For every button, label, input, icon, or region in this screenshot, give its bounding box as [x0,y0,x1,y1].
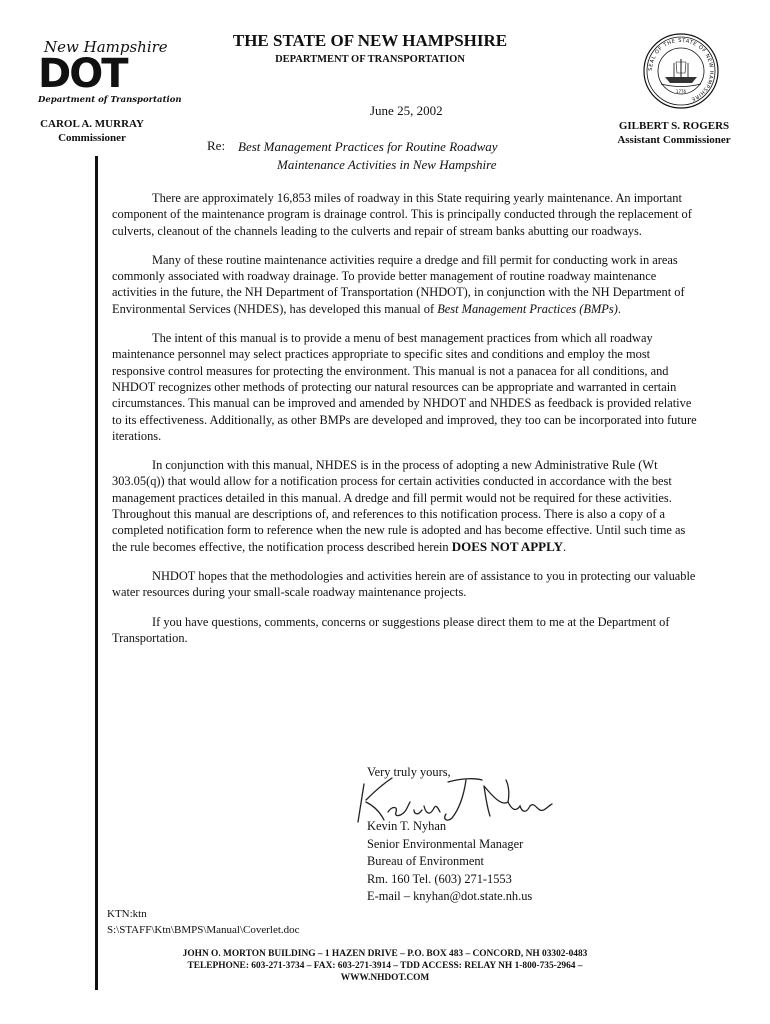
commissioner-title: Commissioner [58,132,126,144]
does-not-apply-text: DOES NOT APPLY [451,538,563,554]
reference-block [107,906,300,938]
commissioner-block [22,117,162,145]
signer-room-phone: Rm. 160 Tel. (603) 271-1553 [367,871,512,886]
paragraph-3: The intent of this manual is to provide a menu of best management practices from which all roadway maintenance personnel may select practices appropriate to specific sites and conditions and employ the most responsive control measures for protecting the environment. This manual is not a panacea for all conditions, and NHDOT recognizes other methods of protecting our natural resources can be appropriate and warranted in certain circumstances. This manual can be improved and amended by NHDOT and NHDES as feedback is provided relative to its effectiveness. Additionally, as other BMPs are developed and improved, they too can be incorporated into future iterations. [112,331,697,443]
closing: Very truly yours, [367,765,451,779]
state-seal-icon [643,33,719,109]
seal-year: 1776 [675,89,687,94]
letter-date: June 25, 2002 [370,103,443,118]
letter-body [112,190,700,659]
paragraph-4: In conjunction with this manual, NHDES is in the process of adopting a new Administrative Rule (Wt 303.05(q)) that would allow for a notification process for certain activities conducted in accordance with the best management practices detailed in this manual. A dredge and fill permit would not be required for these activities. Throughout this manual are descriptions of, and references to this notification process. There is also a copy of a completed notification form to reference when the new rule is adopted and has become effective. Until such time as the rule becomes effective, the notification process described herein DOES NOT APPLY. [112,458,686,554]
signer-bureau: Bureau of Environment [367,854,484,868]
assistant-commissioner-block [604,119,744,147]
state-title: THE STATE OF NEW HAMPSHIRE [232,31,508,50]
seal-ring-text: SEAL OF THE STATE OF NEW HAMPSHIRE [647,37,715,103]
letterhead-footer [0,948,770,984]
signature-block [367,818,532,906]
reference-file-path: S:\STAFF\Ktn\BMPS\Manual\Coverlet.doc [107,924,300,936]
signer-title: Senior Environmental Manager [367,836,524,851]
re-subject-line1: Best Management Practices for Routine Roadway [238,139,498,154]
reference-initials: KTN:ktn [107,908,147,920]
footer-website: WWW.NHDOT.COM [340,973,430,983]
paragraph-2: Many of these routine maintenance activities require a dredge and fill permit for conducting work in areas commonly associated with roadway drainage. To provide better management of routine roadway maintenance activities in the future, the NH Department of Transportation (NHDOT), in conjunction with the NH Department of Environmental Services (NHDES), has developed this manual of Best Management Practices (BMPs). [112,252,685,316]
re-subject [238,138,498,174]
department-title: DEPARTMENT OF TRANSPORTATION [275,54,465,65]
bmp-title: Best Management Practices (BMPs) [437,301,618,316]
paragraph-5: NHDOT hopes that the methodologies and activities herein are of assistance to you in protecting our valuable water resources during your small-scale roadway maintenance projects. [112,568,696,600]
assistant-commissioner-name: GILBERT S. ROGERS [618,120,730,132]
paragraph-6: If you have questions, comments, concerns or suggestions please direct them to me at the Department of Transportation. [112,614,670,645]
assistant-commissioner-title: Assistant Commissioner [617,134,731,146]
logo-dot-text: DOT [38,51,127,97]
left-vertical-rule [95,156,98,990]
footer-address: JOHN O. MORTON BUILDING – 1 HAZEN DRIVE – P.O. BOX 483 – CONCORD, NH 03302-0483 [182,949,588,959]
footer-phone: TELEPHONE: 603-271-3734 – FAX: 603-271-3914 – TDD ACCESS: RELAY NH 1-800-735-2964 – [187,961,583,971]
commissioner-name: CAROL A. MURRAY [40,118,144,130]
re-subject-line2: Maintenance Activities in New Hampshire [277,157,497,172]
re-label: Re: [207,138,226,153]
logo-subtitle: Department of Transportation [38,95,182,105]
logo-script-text: New Hampshire [44,38,168,56]
signer-email: E-mail – knyhan@dot.state.nh.us [367,889,533,903]
paragraph-1: There are approximately 16,853 miles of roadway in this State requiring yearly maintenance. An important component of the maintenance program is drainage control. This is principally conducted through the replacement of culverts, cleanout of the channels leading to the culverts and repair of stream banks abutting our roadways. [112,191,692,238]
signer-name: Kevin T. Nyhan [367,819,447,833]
